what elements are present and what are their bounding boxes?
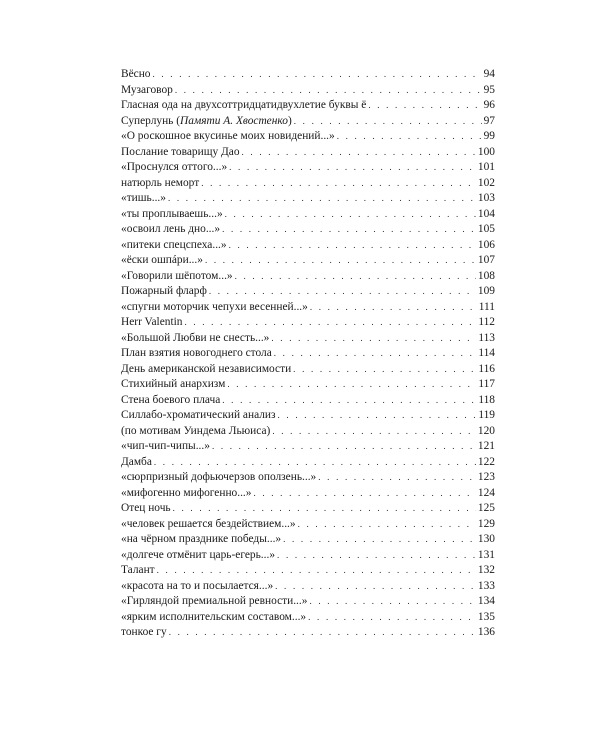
toc-entry-title-text: Талант <box>121 564 155 576</box>
toc-entry <box>121 300 495 316</box>
toc-entry-page-number: 108 <box>477 269 495 282</box>
toc-entry-title-text: тонкое гу <box>121 626 167 638</box>
toc-entry-title <box>121 501 173 517</box>
toc-entry-title-text: День американской независимости <box>121 362 292 375</box>
toc-entry-title <box>121 563 157 579</box>
toc-entry-title <box>121 517 298 533</box>
toc-entry-title <box>121 532 283 548</box>
toc-entry-page-number: 135 <box>477 610 495 623</box>
toc-entry-title <box>121 114 294 130</box>
toc-entry-title <box>121 579 275 595</box>
toc-entry-title-text: Силлабо-хроматический анализ <box>121 409 276 421</box>
dot-leader <box>242 145 476 161</box>
toc-entry-page-number: 131 <box>477 548 495 561</box>
toc-entry <box>121 331 495 347</box>
toc-entry-title-text: «человек решается бездействием...» <box>121 517 296 530</box>
dot-leader <box>153 67 482 83</box>
dot-leader <box>173 501 476 517</box>
toc-entry-title-text: «Гирляндой премиальной ревности...» <box>121 595 308 607</box>
dot-leader <box>309 594 475 610</box>
toc-entry-title-text: Музаговор <box>121 83 173 96</box>
toc-entry <box>121 377 495 393</box>
dot-leader <box>283 532 476 548</box>
dot-leader <box>337 129 482 145</box>
dot-leader <box>310 300 477 316</box>
toc-entry-page-number: 106 <box>477 238 495 251</box>
toc-entry <box>121 408 495 424</box>
toc-entry-page-number: 109 <box>477 285 495 297</box>
toc-entry-page-number: 101 <box>477 161 495 173</box>
dot-leader <box>298 517 476 533</box>
toc-entry-title-text: План взятия новогоднего стола <box>121 347 272 359</box>
dot-leader <box>293 362 476 378</box>
dot-leader <box>212 439 476 455</box>
toc-entry-title-text: «на чёрном празднике победы...» <box>121 533 282 545</box>
toc-entry-title-text: «Проснулся оттого...» <box>121 161 228 173</box>
toc-entry-page-number: 130 <box>477 533 495 545</box>
toc-entry-title-text: «О роскошное вкусинье моих новидений...» <box>121 130 335 142</box>
toc-entry-page-number: 123 <box>477 471 495 483</box>
toc-entry-title <box>121 67 153 83</box>
dot-leader <box>205 253 476 269</box>
toc-entry-title <box>121 145 242 161</box>
toc-entry-title-text: «Большой Любви не снесть...» <box>121 331 270 344</box>
toc-entry-title <box>121 253 205 269</box>
toc-entry <box>121 424 495 440</box>
toc-entry <box>121 269 495 285</box>
toc-entry-page-number: 100 <box>477 145 495 158</box>
toc-entry-title <box>121 222 222 238</box>
toc-entry-title <box>121 176 201 192</box>
toc-entry <box>121 610 495 626</box>
toc-entry-title <box>121 129 337 145</box>
toc-entry <box>121 532 495 548</box>
toc-entry-title-text: «спугни моторчик чепухи весенней...» <box>121 300 308 313</box>
toc-entry-page-number: 136 <box>477 626 495 638</box>
toc-entry <box>121 145 495 161</box>
dot-leader <box>253 486 475 502</box>
dot-leader <box>278 408 477 424</box>
toc-entry-title <box>121 408 278 424</box>
toc-entry-title <box>121 191 168 207</box>
toc-entry-title <box>121 362 293 378</box>
dot-leader <box>169 625 476 641</box>
toc-entry-title-text: «ты проплываешь...» <box>121 207 223 220</box>
toc-entry-page-number: 113 <box>478 331 495 344</box>
toc-entry-title-text: Вёсно <box>121 68 151 80</box>
toc-entry-page-number: 121 <box>477 440 495 452</box>
toc-entry-title-text: «питеки спецспеха...» <box>121 238 227 251</box>
toc-entry-page-number: 107 <box>477 254 495 266</box>
toc-entry <box>121 393 495 409</box>
dot-leader <box>277 548 476 564</box>
toc-entry <box>121 315 495 331</box>
toc-entry-title-text: «долгече отмёнит царь-егерь...» <box>121 548 276 561</box>
dot-leader <box>274 346 477 362</box>
toc-entry <box>121 67 495 83</box>
dot-leader <box>154 455 476 471</box>
toc-entry-page-number: 125 <box>477 502 495 514</box>
toc-entry-title-text: Гласная ода на двухсоттридцатидвухлетие буквы ё <box>121 99 367 111</box>
toc-entry <box>121 517 495 533</box>
toc-entry-page-number: 117 <box>478 378 495 390</box>
toc-entry <box>121 346 495 362</box>
toc-entry-title <box>121 455 154 471</box>
toc-entry-title <box>121 393 222 409</box>
toc-entry <box>121 129 495 145</box>
toc-entry <box>121 548 495 564</box>
toc-entry-page-number: 114 <box>478 347 495 359</box>
toc-entry-title-text: «чип-чип-чипы...» <box>121 440 210 452</box>
toc-entry <box>121 83 495 99</box>
toc-entry <box>121 362 495 378</box>
toc-entry-title-text: «мифогенно мифогенно...» <box>121 486 252 499</box>
toc-entry-page-number: 102 <box>477 176 495 189</box>
toc-entry <box>121 191 495 207</box>
toc-entry-title <box>121 486 253 502</box>
toc-entry-page-number: 112 <box>478 316 495 328</box>
dot-leader <box>229 160 476 176</box>
dot-leader <box>222 393 476 409</box>
toc-entry-title-suffix: ) <box>287 114 292 127</box>
toc-entry-title <box>121 346 274 362</box>
dot-leader <box>209 284 476 300</box>
toc-entry-title-text: Стихийный анархизм <box>121 378 226 390</box>
toc-entry-title-text: «красота на то и посылается...» <box>121 579 274 592</box>
dot-leader <box>318 470 476 486</box>
toc-entry-page-number: 116 <box>478 362 495 375</box>
toc-entry-title <box>121 377 227 393</box>
toc-entry-page-number: 129 <box>477 517 495 530</box>
toc-entry <box>121 222 495 238</box>
toc-entry <box>121 470 495 486</box>
dot-leader <box>175 83 482 99</box>
toc-entry-title-text: «сюрпризный дофьючерзов оползень...» <box>121 471 317 483</box>
dot-leader <box>168 191 476 207</box>
toc-entry-title-text: Суперлунь ( <box>121 114 181 127</box>
toc-entry-title <box>121 98 368 114</box>
toc-entry-title <box>121 625 169 641</box>
toc-entry-page-number: 118 <box>478 393 495 406</box>
toc-entry <box>121 284 495 300</box>
toc-entry-title-text: «тишь...» <box>121 192 166 204</box>
toc-entry-page-number: 99 <box>483 130 495 142</box>
dot-leader <box>229 238 476 254</box>
toc-entry-page-number: 94 <box>483 68 495 80</box>
toc-entry-title-text: Стена боевого плача <box>121 393 221 406</box>
toc-entry <box>121 625 495 641</box>
toc-entry <box>121 238 495 254</box>
toc-entry-page-number: 105 <box>477 223 495 235</box>
toc-entry <box>121 114 495 130</box>
toc-entry-title-text: натюрль неморт <box>121 176 200 189</box>
toc-entry-title <box>121 610 308 626</box>
toc-entry-title <box>121 548 277 564</box>
toc-entry <box>121 176 495 192</box>
toc-entry-title <box>121 238 229 254</box>
toc-entry-page-number: 97 <box>483 114 495 127</box>
dot-leader <box>201 176 476 192</box>
dot-leader <box>157 563 476 579</box>
toc-entry <box>121 486 495 502</box>
toc-entry <box>121 439 495 455</box>
toc-entry-title <box>121 300 310 316</box>
toc-entry-title-text: «ярким исполнительским составом...» <box>121 610 307 623</box>
toc-entry-page-number: 104 <box>477 207 495 220</box>
dot-leader <box>294 114 482 130</box>
toc-entry-title-text: Дамба <box>121 455 152 468</box>
toc-entry-page-number: 103 <box>477 192 495 204</box>
toc-entry-title-text: «Говорили шёпотом...» <box>121 269 233 282</box>
dot-leader <box>271 331 476 347</box>
toc-entry-page-number: 134 <box>477 595 495 607</box>
toc-entry-title-text: Herr Valentin <box>121 316 183 328</box>
toc-entry-title <box>121 331 271 347</box>
toc-entry-title <box>121 315 184 331</box>
table-of-contents <box>121 67 495 641</box>
toc-entry <box>121 563 495 579</box>
toc-entry-page-number: 111 <box>478 300 495 313</box>
toc-entry <box>121 501 495 517</box>
toc-entry <box>121 594 495 610</box>
toc-entry <box>121 455 495 471</box>
toc-entry-page-number: 96 <box>483 99 495 111</box>
toc-entry-title <box>121 284 209 300</box>
toc-entry-title-text: «ёски ошпáри...» <box>121 254 203 266</box>
toc-entry-title <box>121 160 229 176</box>
toc-entry-title <box>121 83 175 99</box>
toc-entry-page-number: 119 <box>478 409 495 421</box>
dot-leader <box>275 579 476 595</box>
toc-entry-title <box>121 424 272 440</box>
toc-entry-page-number: 133 <box>477 579 495 592</box>
toc-entry-title-text: Пожарный фларф <box>121 285 207 297</box>
toc-entry-page-number: 122 <box>477 455 495 468</box>
toc-entry <box>121 253 495 269</box>
toc-entry-title <box>121 269 235 285</box>
dot-leader <box>184 315 476 331</box>
toc-entry <box>121 160 495 176</box>
dot-leader <box>222 222 476 238</box>
dot-leader <box>308 610 476 626</box>
dot-leader <box>225 207 476 223</box>
toc-entry-title <box>121 439 212 455</box>
toc-entry-page-number: 95 <box>483 83 495 96</box>
toc-entry-page-number: 124 <box>477 486 495 499</box>
dot-leader <box>368 98 481 114</box>
toc-entry-page-number: 120 <box>477 424 495 437</box>
toc-entry <box>121 98 495 114</box>
dot-leader <box>235 269 476 285</box>
toc-entry <box>121 579 495 595</box>
toc-entry-title-text: «освоил лень дно...» <box>121 223 221 235</box>
toc-entry-title-text: (по мотивам Уиндема Льюиса) <box>121 424 271 437</box>
toc-entry-title <box>121 594 309 610</box>
toc-entry <box>121 207 495 223</box>
toc-entry-title <box>121 207 225 223</box>
toc-entry-title-italic: Памяти А. Хвостенко <box>180 114 288 127</box>
dot-leader <box>272 424 476 440</box>
toc-entry-title-text: Послание товарищу Дао <box>121 145 240 158</box>
toc-entry-title <box>121 470 318 486</box>
toc-entry-page-number: 132 <box>477 564 495 576</box>
toc-entry-title-text: Отец ночь <box>121 502 171 514</box>
dot-leader <box>227 377 476 393</box>
